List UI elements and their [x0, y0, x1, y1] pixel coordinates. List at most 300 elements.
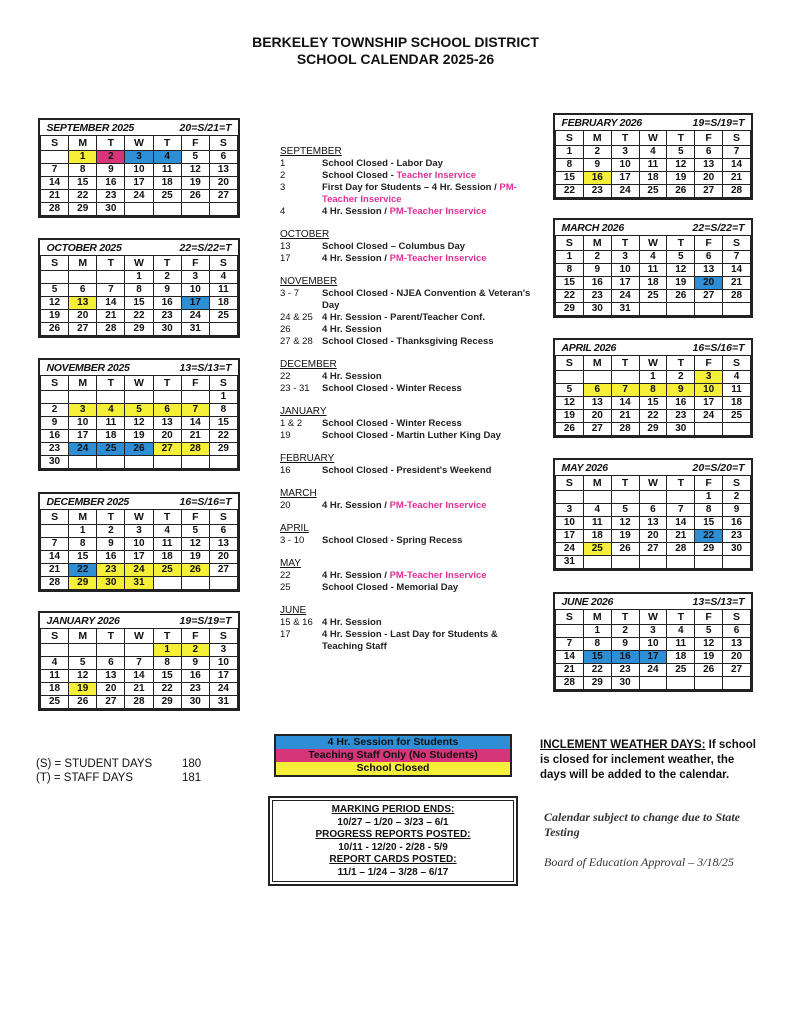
- weekday-header: M: [69, 510, 97, 525]
- progress-reports-title: PROGRESS REPORTS POSTED:: [315, 829, 471, 840]
- day-cell: 5: [611, 504, 639, 517]
- day-cell: 26: [69, 696, 97, 709]
- day-cell: [153, 577, 181, 590]
- event-month-heading: OCTOBER: [280, 229, 330, 240]
- day-cell: 26: [556, 423, 584, 436]
- day-cell: 26: [41, 323, 69, 336]
- day-cell: 20: [723, 651, 751, 664]
- day-cell: 8: [639, 384, 667, 397]
- weekday-header: F: [695, 131, 723, 146]
- day-cell: 6: [695, 251, 723, 264]
- day-cell: 16: [97, 551, 125, 564]
- day-cell: 19: [125, 430, 153, 443]
- day-cell: 13: [209, 538, 237, 551]
- day-count: 22=S/22=T: [667, 220, 751, 236]
- day-cell: 26: [695, 664, 723, 677]
- event-date: 22: [280, 570, 291, 581]
- day-cell: 20: [153, 430, 181, 443]
- day-cell: 11: [97, 417, 125, 430]
- day-cell: 17: [611, 277, 639, 290]
- day-cell: 14: [41, 177, 69, 190]
- weekday-header: S: [556, 476, 584, 491]
- weekday-header: F: [695, 610, 723, 625]
- day-cell: 1: [69, 151, 97, 164]
- weekday-header: T: [153, 376, 181, 391]
- day-cell: [583, 556, 611, 569]
- month-name: OCTOBER 2025: [41, 240, 154, 256]
- day-cell: [639, 303, 667, 316]
- weekday-header: T: [667, 356, 695, 371]
- weekday-header: T: [667, 131, 695, 146]
- day-count: 13=S/13=T: [153, 360, 237, 376]
- day-cell: 28: [667, 543, 695, 556]
- day-cell: 16: [583, 172, 611, 185]
- day-cell: 16: [181, 670, 209, 683]
- day-cell: 12: [695, 638, 723, 651]
- day-cell: [41, 391, 69, 404]
- event-row: [280, 182, 540, 206]
- weekday-header: S: [209, 256, 237, 271]
- event-text: 4 Hr. Session /: [322, 570, 390, 581]
- day-cell: 7: [556, 638, 584, 651]
- day-cell: 29: [209, 443, 237, 456]
- day-cell: 9: [181, 657, 209, 670]
- calendar-oct: [38, 238, 240, 338]
- event-description: [322, 629, 540, 653]
- day-cell: 6: [723, 625, 751, 638]
- weekday-header: T: [611, 131, 639, 146]
- calendar-jun: [553, 592, 753, 692]
- day-cell: 13: [153, 417, 181, 430]
- day-cell: 4: [667, 625, 695, 638]
- event-date: 20: [280, 500, 291, 511]
- event-description: [322, 430, 540, 442]
- day-cell: [611, 491, 639, 504]
- weekday-header: S: [209, 136, 237, 151]
- day-cell: 26: [667, 185, 695, 198]
- day-cell: 25: [639, 185, 667, 198]
- day-cell: 28: [41, 577, 69, 590]
- month-name: FEBRUARY 2026: [556, 115, 667, 131]
- day-cell: 22: [556, 185, 584, 198]
- weekday-header: T: [667, 236, 695, 251]
- event-description: [322, 241, 540, 253]
- day-cell: 18: [723, 397, 751, 410]
- day-cell: 16: [153, 297, 181, 310]
- day-cell: 4: [723, 371, 751, 384]
- weekday-header: S: [723, 476, 751, 491]
- day-cell: 27: [97, 696, 125, 709]
- day-cell: 30: [583, 303, 611, 316]
- day-cell: 8: [556, 159, 584, 172]
- event-description: [322, 570, 540, 582]
- day-cell: 24: [181, 310, 209, 323]
- day-cell: 8: [556, 264, 584, 277]
- day-cell: 20: [695, 172, 723, 185]
- weekday-header: S: [41, 510, 69, 525]
- day-cell: 28: [41, 203, 69, 216]
- day-cell: 24: [611, 290, 639, 303]
- month-name: DECEMBER 2025: [41, 494, 154, 510]
- inservice-text: PM-Teacher Inservice: [389, 500, 487, 511]
- day-cell: 29: [125, 323, 153, 336]
- day-cell: 22: [209, 430, 237, 443]
- event-text: School Closed - Martin Luther King Day: [322, 430, 501, 441]
- day-totals: [36, 757, 201, 785]
- inclement-weather-note: [540, 738, 762, 783]
- day-cell: 25: [153, 190, 181, 203]
- weekday-header: M: [69, 629, 97, 644]
- day-cell: 1: [556, 146, 584, 159]
- day-cell: 9: [97, 164, 125, 177]
- day-cell: 20: [209, 551, 237, 564]
- day-cell: [153, 203, 181, 216]
- day-cell: 24: [209, 683, 237, 696]
- day-cell: 4: [153, 525, 181, 538]
- event-text: School Closed -: [322, 158, 397, 169]
- event-date: 2: [280, 170, 286, 181]
- day-cell: [695, 556, 723, 569]
- day-cell: 15: [69, 551, 97, 564]
- event-text: 4 Hr. Session - Parent/Teacher Conf.: [322, 312, 485, 323]
- month-name: APRIL 2026: [556, 340, 667, 356]
- event-month-heading: FEBRUARY: [280, 453, 335, 464]
- event-row: [280, 383, 540, 395]
- day-cell: 5: [69, 657, 97, 670]
- day-cell: [97, 271, 125, 284]
- day-cell: [723, 556, 751, 569]
- weekday-header: M: [583, 356, 611, 371]
- day-cell: 23: [153, 310, 181, 323]
- day-cell: 30: [181, 696, 209, 709]
- event-description: [322, 582, 540, 594]
- day-cell: 30: [153, 323, 181, 336]
- event-text: School Closed - Winter Recess: [322, 383, 462, 394]
- day-cell: 21: [41, 564, 69, 577]
- day-cell: 19: [667, 172, 695, 185]
- weekday-header: W: [125, 510, 153, 525]
- event-date: 24 & 25: [280, 312, 313, 323]
- day-cell: 3: [611, 251, 639, 264]
- event-description: [322, 418, 540, 430]
- day-cell: 8: [69, 538, 97, 551]
- day-cell: [209, 323, 237, 336]
- day-cell: 31: [125, 577, 153, 590]
- student-days-label: (S) = STUDENT DAYS: [36, 758, 153, 770]
- day-cell: 24: [125, 190, 153, 203]
- day-cell: 23: [97, 190, 125, 203]
- day-cell: [667, 677, 695, 690]
- event-description: [322, 158, 540, 170]
- weekday-header: S: [41, 376, 69, 391]
- day-cell: 5: [667, 146, 695, 159]
- event-row: [280, 629, 540, 653]
- day-cell: 16: [723, 517, 751, 530]
- day-cell: 3: [125, 151, 153, 164]
- event-description: [322, 170, 540, 182]
- day-cell: 10: [695, 384, 723, 397]
- day-cell: 30: [41, 456, 69, 469]
- day-cell: 24: [695, 410, 723, 423]
- day-cell: 9: [583, 264, 611, 277]
- weekday-header: T: [611, 476, 639, 491]
- event-description: [322, 336, 540, 348]
- day-cell: 27: [695, 185, 723, 198]
- day-cell: 11: [153, 538, 181, 551]
- legend-staff-only: Teaching Staff Only (No Students): [276, 749, 510, 762]
- day-cell: [695, 423, 723, 436]
- month-name: NOVEMBER 2025: [41, 360, 154, 376]
- day-cell: 1: [583, 625, 611, 638]
- event-date: 26: [280, 324, 291, 335]
- day-cell: 27: [209, 190, 237, 203]
- day-cell: 29: [639, 423, 667, 436]
- event-date: 15 & 16: [280, 617, 313, 628]
- day-cell: 28: [97, 323, 125, 336]
- weekday-header: S: [723, 131, 751, 146]
- event-text: School Closed - Winter Recess: [322, 418, 462, 429]
- weekday-header: T: [97, 510, 125, 525]
- event-row: [280, 418, 540, 430]
- day-cell: 12: [611, 517, 639, 530]
- day-cell: 10: [125, 538, 153, 551]
- day-cell: 19: [611, 530, 639, 543]
- day-cell: 26: [667, 290, 695, 303]
- day-cell: [611, 371, 639, 384]
- day-cell: 31: [611, 303, 639, 316]
- day-cell: 30: [667, 423, 695, 436]
- event-date: 17: [280, 253, 291, 264]
- events-list: [280, 146, 540, 653]
- day-cell: 22: [153, 683, 181, 696]
- event-row: [280, 253, 540, 265]
- event-text: School Closed - President's Weekend: [322, 465, 492, 476]
- weekday-header: W: [125, 629, 153, 644]
- inservice-text: PM-Teacher Inservice: [322, 182, 517, 205]
- day-cell: 1: [69, 525, 97, 538]
- weekday-header: M: [583, 476, 611, 491]
- day-cell: [181, 391, 209, 404]
- day-cell: 12: [556, 397, 584, 410]
- weather-text: If school is closed for inclement weather, the days will be added to the calendar.: [540, 739, 756, 781]
- day-count: 16=S/16=T: [667, 340, 751, 356]
- day-cell: [125, 203, 153, 216]
- day-cell: 10: [556, 517, 584, 530]
- day-cell: 14: [125, 670, 153, 683]
- day-cell: 10: [69, 417, 97, 430]
- day-cell: 19: [181, 177, 209, 190]
- day-cell: 21: [667, 530, 695, 543]
- day-cell: 23: [583, 290, 611, 303]
- day-cell: [41, 644, 69, 657]
- weekday-header: S: [41, 256, 69, 271]
- day-cell: 30: [611, 677, 639, 690]
- month-name: MARCH 2026: [556, 220, 667, 236]
- weekday-header: F: [181, 136, 209, 151]
- day-cell: 7: [181, 404, 209, 417]
- weekday-header: S: [723, 610, 751, 625]
- day-cell: 20: [583, 410, 611, 423]
- legend-closed: School Closed: [276, 762, 510, 775]
- day-cell: 4: [41, 657, 69, 670]
- weekday-header: T: [153, 629, 181, 644]
- day-cell: 21: [556, 664, 584, 677]
- day-cell: 8: [125, 284, 153, 297]
- day-cell: 20: [695, 277, 723, 290]
- day-cell: 24: [125, 564, 153, 577]
- day-cell: 27: [69, 323, 97, 336]
- day-cell: 2: [153, 271, 181, 284]
- day-cell: 22: [125, 310, 153, 323]
- event-date: 3: [280, 182, 286, 193]
- day-cell: 2: [583, 146, 611, 159]
- calendar-mar: [553, 218, 753, 318]
- day-cell: 28: [611, 423, 639, 436]
- weekday-header: W: [125, 256, 153, 271]
- weekday-header: T: [611, 610, 639, 625]
- day-cell: [209, 203, 237, 216]
- day-cell: 2: [41, 404, 69, 417]
- day-cell: [723, 677, 751, 690]
- day-cell: [41, 525, 69, 538]
- day-cell: 3: [209, 644, 237, 657]
- student-days-value: 180: [182, 758, 202, 770]
- event-row: [280, 170, 540, 182]
- weekday-header: T: [97, 256, 125, 271]
- calendar-jan: [38, 611, 240, 711]
- weekday-header: W: [639, 356, 667, 371]
- event-description: [322, 324, 540, 336]
- day-cell: 31: [181, 323, 209, 336]
- day-cell: 28: [723, 290, 751, 303]
- day-cell: [125, 456, 153, 469]
- month-name: SEPTEMBER 2025: [41, 120, 154, 136]
- day-cell: 12: [69, 670, 97, 683]
- day-cell: [181, 577, 209, 590]
- day-cell: [69, 391, 97, 404]
- day-cell: [41, 151, 69, 164]
- day-cell: 6: [583, 384, 611, 397]
- marking-period-values: 10/27 – 1/20 – 3/23 – 6/1: [337, 816, 449, 828]
- event-description: [322, 371, 540, 383]
- day-cell: 1: [125, 271, 153, 284]
- day-cell: 13: [723, 638, 751, 651]
- day-cell: 10: [181, 284, 209, 297]
- event-month-heading: JANUARY: [280, 406, 327, 417]
- marking-periods-box: [268, 796, 518, 886]
- day-cell: 2: [611, 625, 639, 638]
- day-cell: 11: [41, 670, 69, 683]
- day-cell: 17: [639, 651, 667, 664]
- day-cell: 22: [69, 190, 97, 203]
- day-cell: 2: [667, 371, 695, 384]
- weekday-header: M: [69, 136, 97, 151]
- day-cell: 22: [69, 564, 97, 577]
- inservice-text: PM-Teacher Inservice: [389, 570, 487, 581]
- day-cell: 18: [667, 651, 695, 664]
- day-cell: 2: [583, 251, 611, 264]
- event-row: [280, 582, 540, 594]
- day-cell: 29: [153, 696, 181, 709]
- day-cell: 25: [209, 310, 237, 323]
- day-count: 13=S/13=T: [667, 594, 751, 610]
- weekday-header: S: [723, 236, 751, 251]
- day-count: 19=S/19=T: [667, 115, 751, 131]
- day-cell: 13: [209, 164, 237, 177]
- day-cell: 8: [583, 638, 611, 651]
- calendar-title: SCHOOL CALENDAR 2025-26: [296, 51, 495, 67]
- day-cell: 2: [723, 491, 751, 504]
- weekday-header: W: [125, 376, 153, 391]
- day-cell: 3: [556, 504, 584, 517]
- staff-days-label: (T) = STAFF DAYS: [36, 772, 134, 784]
- event-date: 4: [280, 206, 286, 217]
- day-cell: 24: [556, 543, 584, 556]
- weekday-header: T: [97, 376, 125, 391]
- day-cell: 30: [723, 543, 751, 556]
- day-cell: [556, 625, 584, 638]
- weekday-header: W: [639, 236, 667, 251]
- day-cell: 18: [97, 430, 125, 443]
- day-cell: 9: [583, 159, 611, 172]
- weekday-header: F: [181, 256, 209, 271]
- day-cell: 25: [667, 664, 695, 677]
- day-cell: 3: [69, 404, 97, 417]
- day-cell: 24: [611, 185, 639, 198]
- day-cell: 18: [209, 297, 237, 310]
- day-cell: [125, 391, 153, 404]
- day-cell: [583, 491, 611, 504]
- day-cell: 1: [639, 371, 667, 384]
- event-row: [280, 371, 540, 383]
- event-date: 17: [280, 629, 291, 640]
- day-cell: 11: [153, 164, 181, 177]
- day-cell: [556, 371, 584, 384]
- day-cell: 15: [209, 417, 237, 430]
- day-cell: 5: [181, 525, 209, 538]
- day-cell: 20: [69, 310, 97, 323]
- event-date: 1 & 2: [280, 418, 303, 429]
- day-cell: 6: [209, 151, 237, 164]
- day-cell: 7: [723, 251, 751, 264]
- day-cell: 14: [667, 517, 695, 530]
- day-cell: [667, 556, 695, 569]
- day-cell: 23: [41, 443, 69, 456]
- day-cell: [181, 456, 209, 469]
- event-text: 4 Hr. Session - Last Day for Students & Teaching Staff: [322, 629, 498, 652]
- day-cell: 3: [611, 146, 639, 159]
- day-cell: 26: [125, 443, 153, 456]
- day-cell: 13: [695, 264, 723, 277]
- event-text: School Closed - Memorial Day: [322, 582, 459, 593]
- day-cell: 25: [97, 443, 125, 456]
- event-text: 4 Hr. Session /: [322, 206, 390, 217]
- event-text: 4 Hr. Session: [322, 617, 382, 628]
- day-cell: 1: [153, 644, 181, 657]
- day-cell: 15: [69, 177, 97, 190]
- event-text: School Closed - NJEA Convention & Veteran's Day: [322, 288, 531, 311]
- day-cell: 9: [667, 384, 695, 397]
- weekday-header: M: [583, 610, 611, 625]
- day-cell: 4: [583, 504, 611, 517]
- report-cards-title: REPORT CARDS POSTED:: [329, 854, 457, 865]
- day-cell: [97, 644, 125, 657]
- weekday-header: T: [97, 629, 125, 644]
- day-cell: 19: [695, 651, 723, 664]
- event-month-heading: DECEMBER: [280, 359, 337, 370]
- calendar-may: [553, 458, 753, 571]
- day-cell: [41, 271, 69, 284]
